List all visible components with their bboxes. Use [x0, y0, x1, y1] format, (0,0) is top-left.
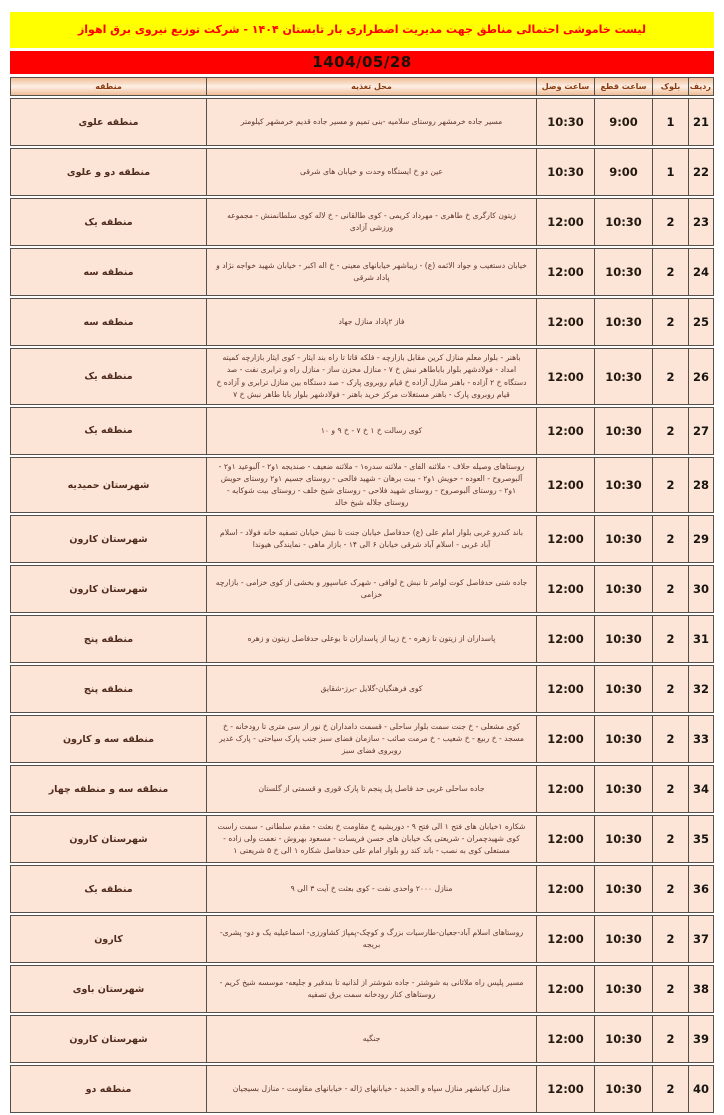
title-bar: [10, 12, 714, 48]
restore-time-cell: 12:00: [536, 348, 594, 405]
block-cell: 2: [652, 407, 688, 455]
row-number-cell: 23: [688, 198, 714, 246]
table-row: [10, 1015, 714, 1063]
block-cell: 2: [652, 915, 688, 963]
table-header-row: [10, 77, 714, 96]
row-number-cell: 29: [688, 515, 714, 563]
block-cell: 2: [652, 198, 688, 246]
page-title: لیست خاموشی احتمالی مناطق جهت مدیریت اضطراری بار تابستان ۱۴۰۴ - شرکت توزیع نیروی برق اهواز: [77, 23, 647, 36]
feed-location-cell: باهنر - بلوار معلم منازل کرین مقابل بازارچه - فلکه قاتا تا راه بند ایثار - کوی ایثار بازارچه کمیته امداد - فولادشهر بلوار باباطاهر نبش خ ۷ - منازل مخزن ساز - منازل راه و ترابری نفت - صد دستگاه خ ۲ آزاده - باهنر منازل آزاده خ قیام روبروی پارک - صد دستگاه بین منازل ترابری و آزاده خ قیام روبروی پارک - باهنر مستغلات مرکز خرید باهنر - فولادشهر بلوار بابا طاهر نبش خ ۷: [206, 348, 536, 405]
restore-time-cell: 10:30: [536, 148, 594, 196]
cut-time-cell: 10:30: [594, 765, 652, 813]
row-number-cell: 25: [688, 298, 714, 346]
region-cell: منطقه یک: [10, 865, 206, 913]
cut-time-cell: 9:00: [594, 98, 652, 146]
feed-location-cell: عین دو خ ایستگاه وحدت و خیابان های شرقی: [206, 148, 536, 196]
region-cell: منطقه یک: [10, 348, 206, 405]
region-cell: منطقه پنج: [10, 615, 206, 663]
restore-time-cell: 12:00: [536, 915, 594, 963]
table-row: [10, 348, 714, 405]
block-cell: 2: [652, 348, 688, 405]
region-cell: منطقه سه و منطقه چهار: [10, 765, 206, 813]
region-cell: منطقه دو و علوی: [10, 148, 206, 196]
feed-location-cell: پاسداران از زیتون تا زهره - خ زیبا از پاسداران تا بوعلی حدفاصل زیتون و زهره: [206, 615, 536, 663]
region-cell: شهرستان کارون: [10, 1015, 206, 1063]
row-number-cell: 38: [688, 965, 714, 1013]
block-cell: 1: [652, 98, 688, 146]
row-number-cell: 28: [688, 457, 714, 514]
cut-time-cell: 9:00: [594, 148, 652, 196]
feed-location-cell: روستاهای اسلام آباد-جعیان-طارسیات بزرگ و کوچک-پمپاژ کشاورزی- اسماعیلیه یک و دو- پشری- بریجه: [206, 915, 536, 963]
restore-time-cell: 12:00: [536, 715, 594, 763]
column-header-block: بلوک: [652, 77, 688, 96]
region-cell: شهرستان کارون: [10, 565, 206, 613]
table-row: [10, 565, 714, 613]
table-row: [10, 715, 714, 763]
cut-time-cell: 10:30: [594, 348, 652, 405]
table-row: [10, 965, 714, 1013]
feed-location-cell: فاز ۲پاداد منازل جهاد: [206, 298, 536, 346]
feed-location-cell: منازل کیانشهر منازل سپاه و الحدید - خیابانهای ژاله - خیابانهای مقاومت - منازل بسیجیان: [206, 1065, 536, 1113]
column-header-region: منطقه: [10, 77, 206, 96]
region-cell: شهرستان حمیدیه: [10, 457, 206, 514]
column-header-feed-location: محل تغذیه: [206, 77, 536, 96]
restore-time-cell: 12:00: [536, 965, 594, 1013]
block-cell: 2: [652, 665, 688, 713]
table-row: [10, 148, 714, 196]
block-cell: 2: [652, 815, 688, 863]
column-header-row-number: ردیف: [688, 77, 714, 96]
cut-time-cell: 10:30: [594, 407, 652, 455]
cut-time-cell: 10:30: [594, 615, 652, 663]
region-cell: منطقه سه: [10, 248, 206, 296]
region-cell: منطقه پنج: [10, 665, 206, 713]
row-number-cell: 36: [688, 865, 714, 913]
row-number-cell: 31: [688, 615, 714, 663]
row-number-cell: 30: [688, 565, 714, 613]
row-number-cell: 40: [688, 1065, 714, 1113]
table-row: [10, 407, 714, 455]
restore-time-cell: 12:00: [536, 407, 594, 455]
block-cell: 2: [652, 1015, 688, 1063]
block-cell: 2: [652, 615, 688, 663]
region-cell: منطقه یک: [10, 198, 206, 246]
feed-location-cell: زیتون کارگری خ طاهری - مهرداد کریمی - کوی طالقانی - خ لاله کوی سلطانمنش - مجموعه ورزشی آزادی: [206, 198, 536, 246]
table-row: [10, 815, 714, 863]
cut-time-cell: 10:30: [594, 865, 652, 913]
table-row: [10, 198, 714, 246]
feed-location-cell: باند کندرو غربی بلوار امام علی (ع) حدفاصل خیابان جنت تا نبش خیابان تصفیه خانه فولاد - اسلام آباد غربی - اسلام آباد شرقی خیابان ۶ الی ۱۴ - بازار ماهی - نمایندگی هیوندا: [206, 515, 536, 563]
cut-time-cell: 10:30: [594, 915, 652, 963]
block-cell: 2: [652, 715, 688, 763]
region-cell: کارون: [10, 915, 206, 963]
table-row: [10, 515, 714, 563]
row-number-cell: 26: [688, 348, 714, 405]
region-cell: شهرستان باوی: [10, 965, 206, 1013]
row-number-cell: 21: [688, 98, 714, 146]
block-cell: 2: [652, 965, 688, 1013]
cut-time-cell: 10:30: [594, 665, 652, 713]
restore-time-cell: 12:00: [536, 815, 594, 863]
outage-schedule-table: [10, 75, 714, 1115]
table-row: [10, 98, 714, 146]
cut-time-cell: 10:30: [594, 715, 652, 763]
restore-time-cell: 12:00: [536, 515, 594, 563]
table-row: [10, 248, 714, 296]
feed-location-cell: کوی مشعلی - خ جنت سمت بلوار ساحلی - قسمت دامداران خ نور از سی متری تا رودخانه - خ مسجد - خ ربیع - خ شعیب - خ مرمت صائب - سازمان فضای سبز جنب پارک سیاحتی - پارک غدیر روبروی فضای سبز: [206, 715, 536, 763]
feed-location-cell: خیابان دستغیب و جواد الائمه (ع) - زیباشهر خیابانهای معینی - خ اله اکبر - خیابان شهید خواجه نژاد و پاداد شرقی: [206, 248, 536, 296]
row-number-cell: 37: [688, 915, 714, 963]
table-row: [10, 457, 714, 514]
feed-location-cell: جاده شنی حدفاصل کوت لوامر تا نبش خ لوافی - شهرک عباسپور و بخشی از کوی خزامی - بازارچه خزامی: [206, 565, 536, 613]
cut-time-cell: 10:30: [594, 457, 652, 514]
cut-time-cell: 10:30: [594, 515, 652, 563]
feed-location-cell: روستاهای وصیله حلاف - ملاثنه الفای - ملاثنه سدره۱ - ملاثنه ضعیف - صندیجه ۱و۲ - آلبوعید ۱و۲ - آلبوصروح - العوده - حویش ۱و۲ - بیت برهان - شهید فالحی - روستای جسیم ۱و۲ روستای حویش ۱و۲ - روستای آلبوصروح - روستای شهید فلاحی - روستای شیخ خلف - روستای بیت شوکایه - روستای جلاله شیخ خالد: [206, 457, 536, 514]
cut-time-cell: 10:30: [594, 1065, 652, 1113]
block-cell: 2: [652, 565, 688, 613]
block-cell: 2: [652, 765, 688, 813]
feed-location-cell: جنگیه: [206, 1015, 536, 1063]
region-cell: منطقه علوی: [10, 98, 206, 146]
column-header-restore-time: ساعت وصل: [536, 77, 594, 96]
feed-location-cell: منازل ۲۰۰۰ واحدی نفت - کوی بعثت خ آیت ۳ الی ۹: [206, 865, 536, 913]
date-bar: [10, 51, 714, 74]
row-number-cell: 34: [688, 765, 714, 813]
cut-time-cell: 10:30: [594, 565, 652, 613]
region-cell: منطقه سه و کارون: [10, 715, 206, 763]
row-number-cell: 27: [688, 407, 714, 455]
restore-time-cell: 12:00: [536, 1015, 594, 1063]
region-cell: منطقه سه: [10, 298, 206, 346]
region-cell: منطقه دو: [10, 1065, 206, 1113]
restore-time-cell: 12:00: [536, 1065, 594, 1113]
feed-location-cell: شکاره ۱خیابان های فتح ۱ الی فتح ۹ - دوربشیه خ مقاومت خ بعثت - مقدم سلطانی - سمت راست کوی شهیدچمران - شریعتی یک خیابان های حسن فریسات - مسعود بهروش - نعمت ولی زاده - مستعلی کوی به نصب - باند کند رو بلوار امام علی حدفاصل شکاره ۱ الی خ ۵ شریعتی ۱: [206, 815, 536, 863]
table-row: [10, 765, 714, 813]
feed-location-cell: کوی فرهنگیان-گلایل -برز-شقایق: [206, 665, 536, 713]
block-cell: 2: [652, 515, 688, 563]
block-cell: 2: [652, 298, 688, 346]
row-number-cell: 24: [688, 248, 714, 296]
restore-time-cell: 12:00: [536, 615, 594, 663]
block-cell: 2: [652, 1065, 688, 1113]
region-cell: منطقه یک: [10, 407, 206, 455]
restore-time-cell: 12:00: [536, 865, 594, 913]
row-number-cell: 39: [688, 1015, 714, 1063]
cut-time-cell: 10:30: [594, 815, 652, 863]
restore-time-cell: 12:00: [536, 665, 594, 713]
restore-time-cell: 10:30: [536, 98, 594, 146]
table-row: [10, 615, 714, 663]
region-cell: شهرستان کارون: [10, 815, 206, 863]
row-number-cell: 22: [688, 148, 714, 196]
restore-time-cell: 12:00: [536, 248, 594, 296]
region-cell: شهرستان کارون: [10, 515, 206, 563]
block-cell: 2: [652, 248, 688, 296]
feed-location-cell: جاده ساحلی غربی حد فاصل پل پنجم تا پارک قوری و قسمتی از گلستان: [206, 765, 536, 813]
block-cell: 2: [652, 865, 688, 913]
row-number-cell: 35: [688, 815, 714, 863]
block-cell: 2: [652, 457, 688, 514]
table-row: [10, 1065, 714, 1113]
row-number-cell: 32: [688, 665, 714, 713]
restore-time-cell: 12:00: [536, 765, 594, 813]
cut-time-cell: 10:30: [594, 298, 652, 346]
table-row: [10, 865, 714, 913]
feed-location-cell: کوی رسالت خ ۱ خ ۷ - خ ۹ و ۱۰: [206, 407, 536, 455]
feed-location-cell: مسیر پلیس راه ملاثانی به شوشتر - جاده شوشتر از لذانیه تا بندقیر و جلیعه- موسسه شیخ کریم - روستاهای کنار رودخانه سمت برق تصفیه: [206, 965, 536, 1013]
feed-location-cell: مسیر جاده خرمشهر روستای سلامیه -بنی تمیم و مسیر جاده قدیم خرمشهر کیلومتر: [206, 98, 536, 146]
cut-time-cell: 10:30: [594, 248, 652, 296]
schedule-body: [10, 98, 714, 1113]
restore-time-cell: 12:00: [536, 298, 594, 346]
cut-time-cell: 10:30: [594, 1015, 652, 1063]
restore-time-cell: 12:00: [536, 565, 594, 613]
block-cell: 1: [652, 148, 688, 196]
table-row: [10, 298, 714, 346]
restore-time-cell: 12:00: [536, 457, 594, 514]
column-header-cut-time: ساعت قطع: [594, 77, 652, 96]
restore-time-cell: 12:00: [536, 198, 594, 246]
table-row: [10, 665, 714, 713]
cut-time-cell: 10:30: [594, 198, 652, 246]
row-number-cell: 33: [688, 715, 714, 763]
table-row: [10, 915, 714, 963]
cut-time-cell: 10:30: [594, 965, 652, 1013]
date-value: 1404/05/28: [312, 53, 412, 72]
